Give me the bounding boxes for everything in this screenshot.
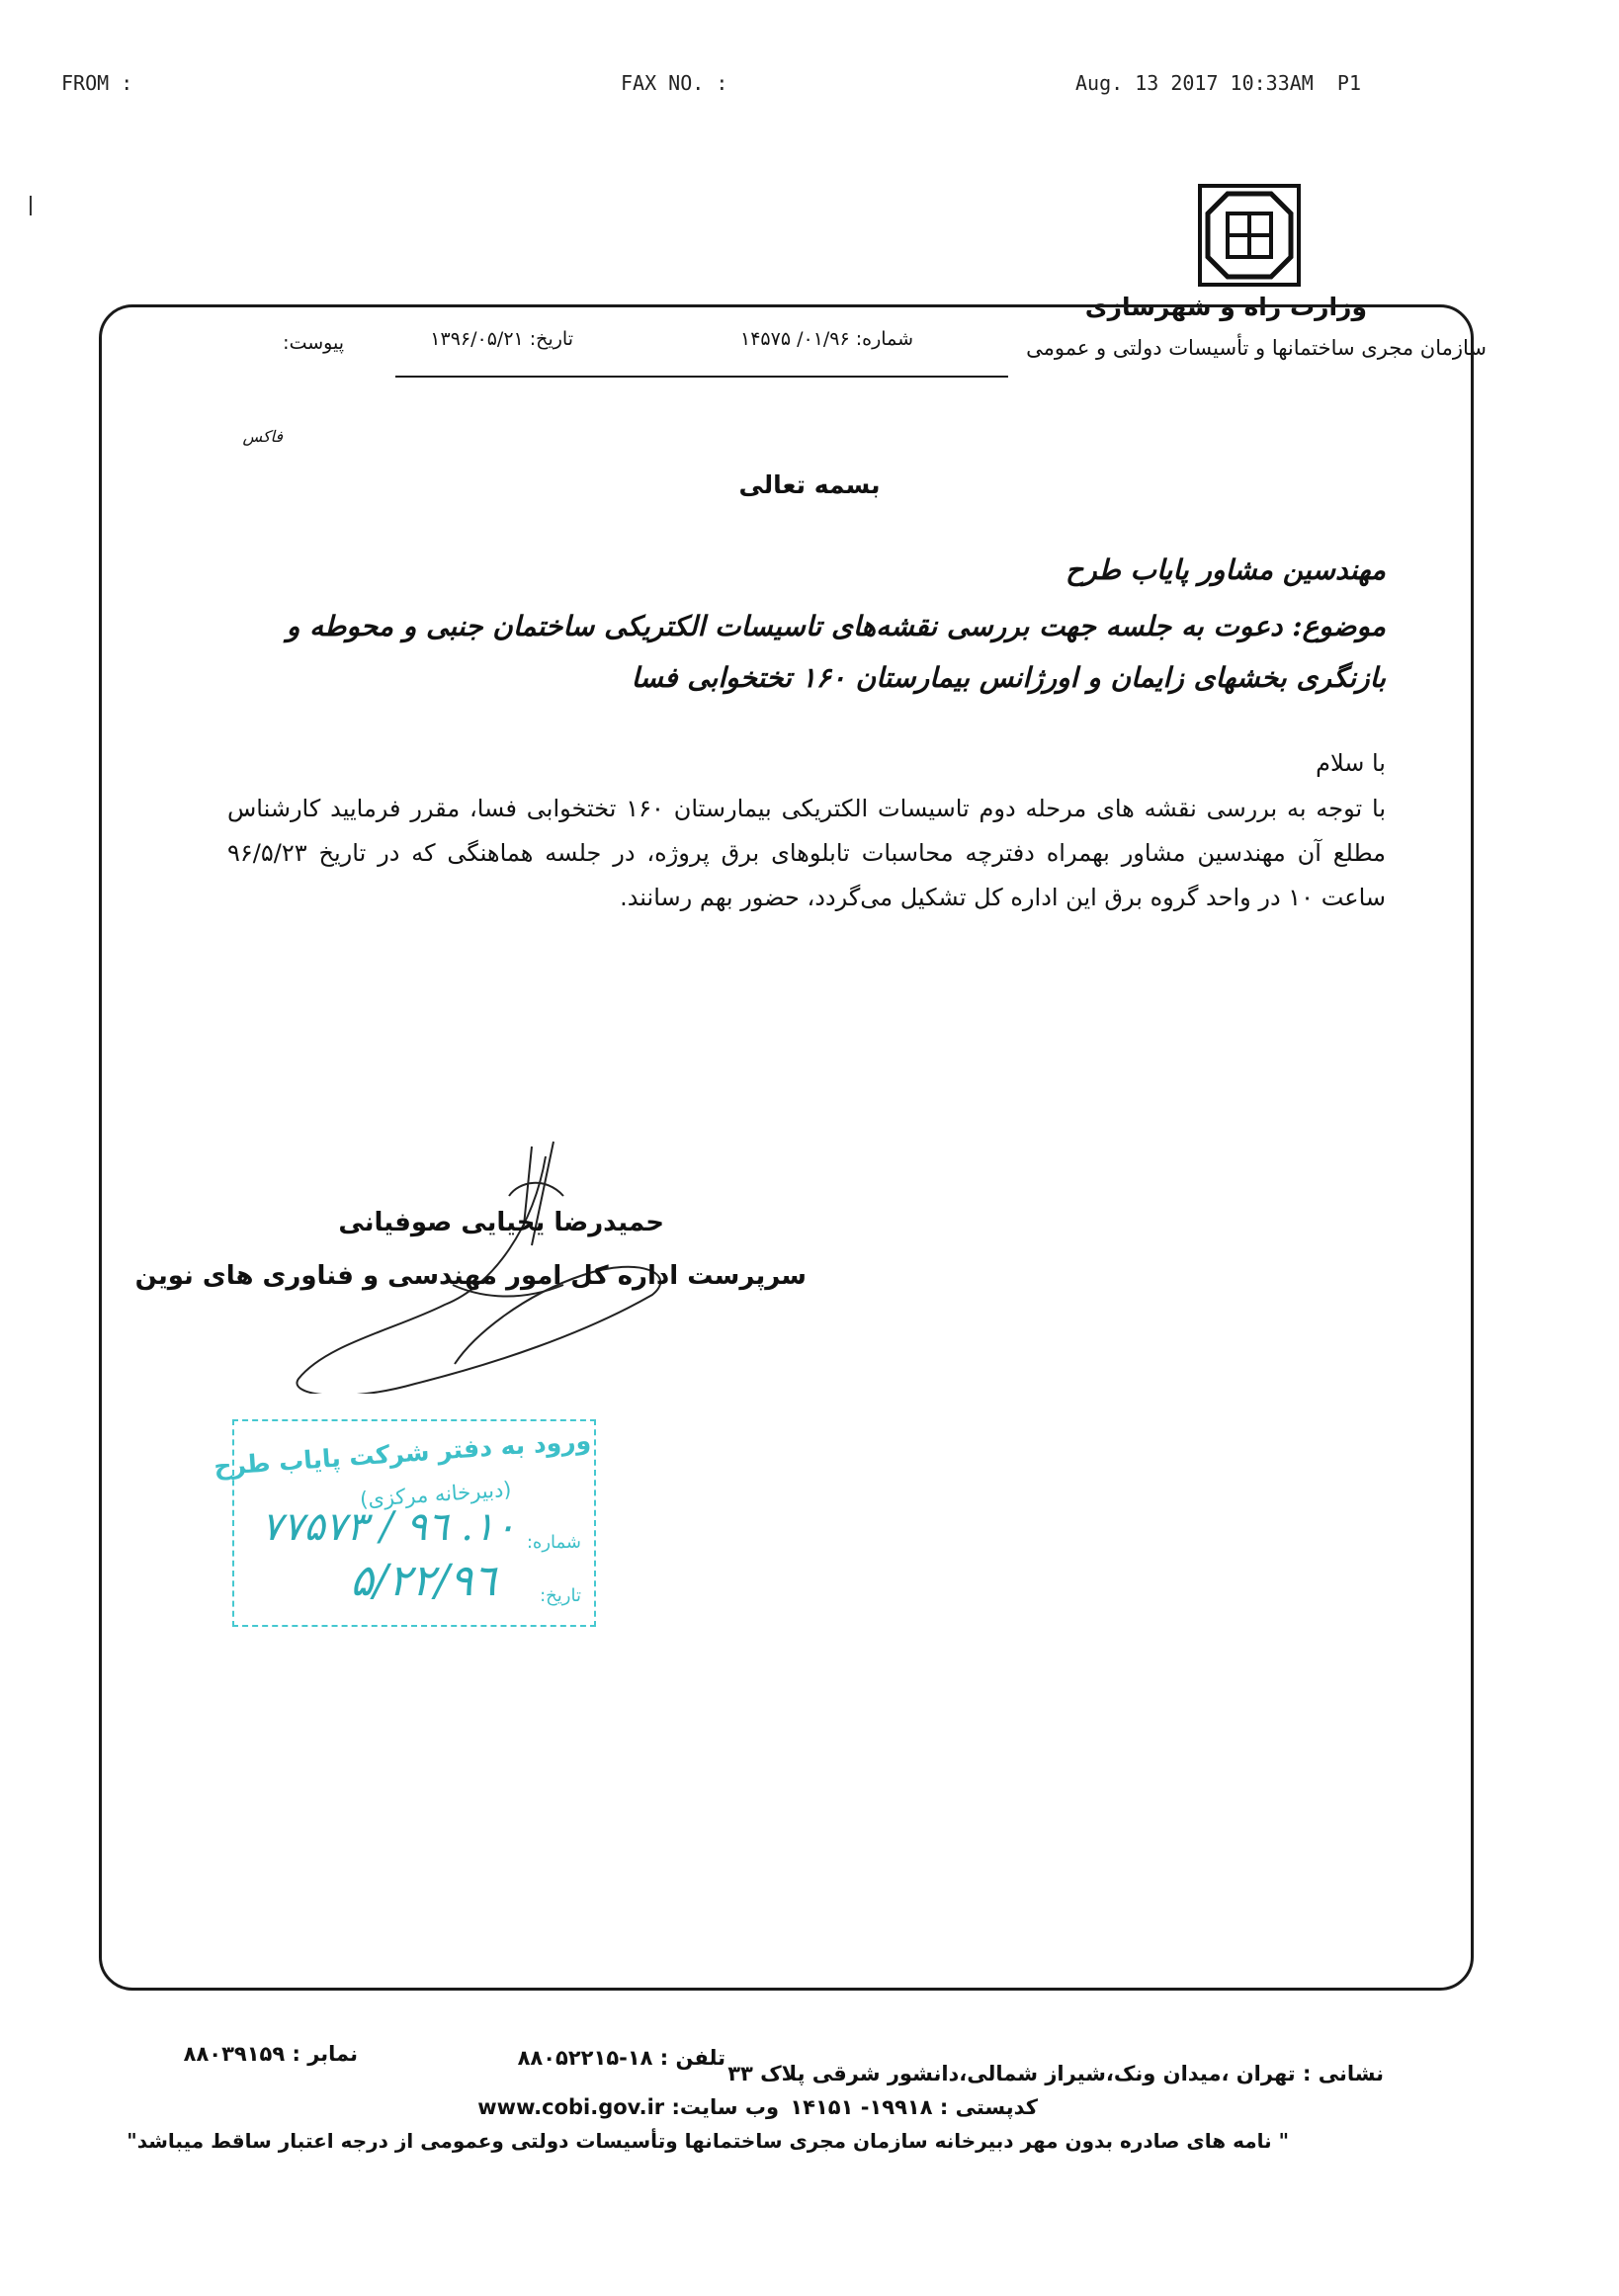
stamp-date-value: ۹٦/۵/۲۲ (350, 1556, 496, 1606)
number-label: شماره: (855, 328, 913, 350)
attachment-label: پیوست: (283, 332, 344, 354)
recipient: مهندسین مشاور پایاب طرح (1065, 553, 1386, 586)
footer-address: نشانی : تهران ،میدان ونک،شیراز شمالی،دانشور شرقی پلاک ۳۳ (727, 2062, 1384, 2085)
letter-body: با توجه به بررسی نقشه های مرحله دوم تاسیسات الکتریکی بیمارستان ۱۶۰ تختخوابی فسا، مقرر فرمایید کارشناس مطلع آن مهندسین مشاور بهمراه دفترچه محاسبات تابلوهای برق پروژه، در جلسه هماهنگی که در تاریخ ۹۶/۵/۲۳ ساعت ۱۰ در واحد گروه برق این اداره کل تشکیل می‌گردد، حضور بهم رسانند. (227, 795, 1386, 911)
fax-note: فاکس (242, 427, 283, 446)
fax-number: FAX NO. : (621, 71, 728, 95)
date-label: تاریخ: (529, 328, 573, 350)
organization-name: سازمان مجری ساختمانها و تأسیسات دولتی و عمومی (1026, 336, 1487, 360)
scan-mark (30, 196, 32, 215)
subject: موضوع: دعوت به جلسه جهت بررسی نقشه‌های تاسیسات الکتریکی ساختمان جنبی و محوطه و بازنگری بخشهای زایمان و اورژانس بیمارستان ۱۶۰ تختخوابی فسا (286, 610, 1386, 694)
website-link[interactable]: وب سایت: www.cobi.gov.ir (477, 2095, 779, 2119)
footer-postal-code: کدپستی : ۱۹۹۱۸- ۱۴۱۵۱ (790, 2095, 1038, 2119)
window-emblem-icon (1198, 184, 1301, 287)
signatory-title: سرپرست اداره کل امور مهندسی و فناوری های نوین (134, 1261, 807, 1291)
stamp-date-label: تاریخ: (540, 1585, 581, 1606)
footer-website (477, 2095, 779, 2119)
footer-fax: نمابر : ۸۸۰۳۹۱۵۹ (183, 2042, 358, 2066)
number-value: ۰۱/۹۶/ ۱۴۵۷۵ (740, 328, 850, 350)
footer-disclaimer: " نامه های صادره بدون مهر دبیرخانه سازمان مجری ساختمانها وتأسیسات دولتی وعمومی از درجه اعتبار ساقط میباشد" (127, 2129, 1289, 2153)
invocation: بسمه تعالی (738, 470, 881, 499)
ministry-name: وزارت راه و شهرسازی (1084, 293, 1367, 321)
stamp-heading: ورود به دفتر شرکت پایاب طرح (213, 1425, 592, 1482)
fax-from: FROM : (61, 71, 133, 95)
stamp-number-value: ۱۰. ۹٦ / ۷۷۵۷۳ (261, 1504, 516, 1550)
stamp-number-label: شماره: (526, 1532, 581, 1553)
footer-phone: تلفن : ۱۸-۸۸۰۵۲۲۱۵ (517, 2046, 725, 2070)
fax-timestamp: Aug. 13 2017 10:33AM P1 (1075, 71, 1361, 95)
date-value: ۱۳۹۶/۰۵/۲۱ (430, 328, 524, 350)
stamp-subheading: (دبیرخانه مرکزی) (359, 1477, 513, 1512)
signatory-name: حمیدرضا یحیایی صوفیانی (338, 1208, 664, 1237)
greeting: با سلام (1316, 749, 1386, 777)
